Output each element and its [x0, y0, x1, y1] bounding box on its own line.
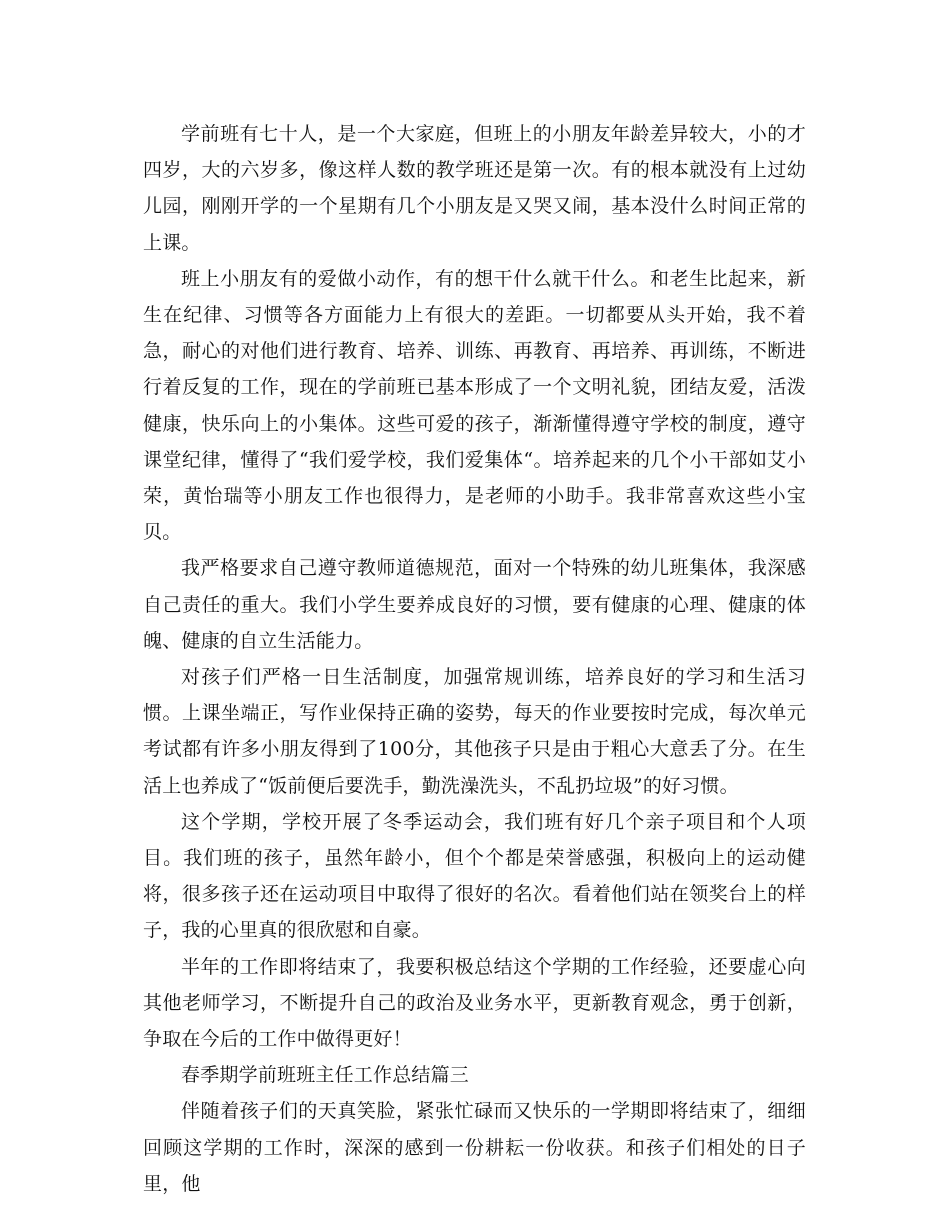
paragraph-daily-routine: 对孩子们严格一日生活制度，加强常规训练，培养良好的学习和生活习惯。上课坐端正，写作业保持正确的姿势，每天的作业要按时完成，每次单元考试都有许多小朋友得到了100分，其他孩子只是由于粗心大意丢了分。在生活上也养成了“饭前便后要洗手，勤洗澡洗头，不乱扔垃圾”的好习惯。: [143, 666, 806, 797]
paragraph-discipline-habits: 班上小朋友有的爱做小动作，有的想干什么就干什么。和老生比起来，新生在纪律、习惯等各方面能力上有很大的差距。一切都要从头开始，我不着急，耐心的对他们进行教育、培养、训练、再教育、再培养、再训练，不断进行着反复的工作，现在的学前班已基本形成了一个文明礼貌，团结友爱，活泼健康，快乐向上的小集体。这些可爱的孩子，渐渐懂得遵守学校的制度，遵守课堂纪律，懂得了“我们爱学校，我们爱集体“。培养起来的几个小干部如艾小荣，黄怡瑞等小朋友工作也很得力，是老师的小助手。我非常喜欢这些小宝贝。: [143, 267, 806, 544]
document-body: [143, 116, 806, 1202]
paragraph-class-overview: 学前班有七十人，是一个大家庭，但班上的小朋友年龄差异较大，小的才四岁，大的六岁多，像这样人数的教学班还是第一次。有的根本就没有上过幼儿园，刚刚开学的一个星期有几个小朋友是又哭又闹，基本没什么时间正常的上课。: [143, 123, 806, 254]
paragraph-summary: 半年的工作即将结束了，我要积极总结这个学期的工作经验，还要虚心向其他老师学习，不断提升自己的政治及业务水平，更新教育观念，勇于创新，争取在今后的工作中做得更好！: [143, 955, 806, 1051]
paragraph-section-three-intro: 伴随着孩子们的天真笑脸，紧张忙碌而又快乐的一学期即将结束了，细细回顾这学期的工作时，深深的感到一份耕耘一份收获。和孩子们相处的日子里，他: [143, 1100, 806, 1195]
section-heading: 春季期学前班班主任工作总结篇三: [181, 1064, 470, 1087]
paragraph-teacher-ethics: 我严格要求自己遵守教师道德规范，面对一个特殊的幼儿班集体，我深感自己责任的重大。我们小学生要养成良好的习惯，要有健康的心理、健康的体魄、健康的自立生活能力。: [143, 557, 806, 652]
paragraph-sports-meet: 这个学期，学校开展了冬季运动会，我们班有好几个亲子项目和个人项目。我们班的孩子，虽然年龄小，但个个都是荣誉感强，积极向上的运动健将，很多孩子还在运动项目中取得了很好的名次。看着他们站在领奖台上的样子，我的心里真的很欣慰和自豪。: [143, 810, 806, 942]
